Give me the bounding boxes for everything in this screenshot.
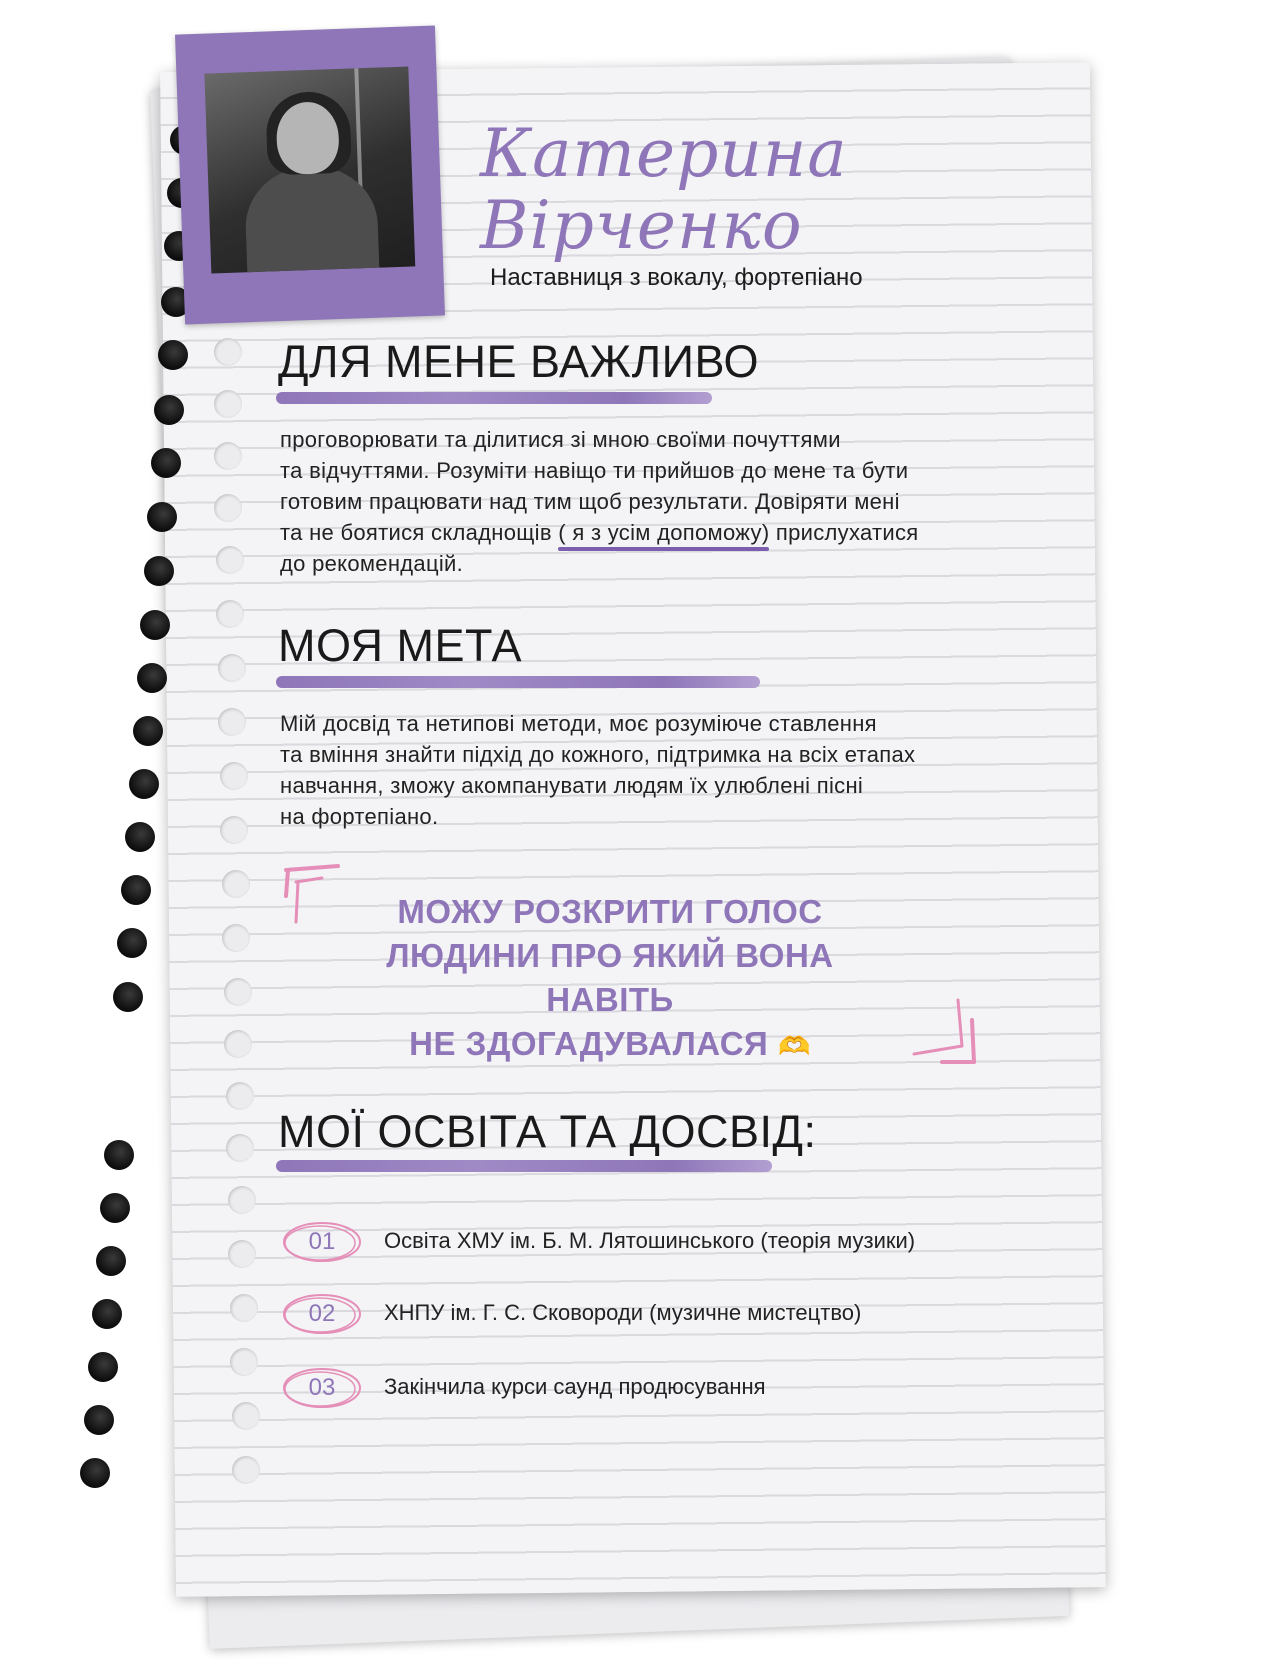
margin-ring (220, 816, 248, 844)
margin-ring (214, 494, 242, 522)
margin-ring (228, 1240, 256, 1268)
hole (129, 769, 159, 799)
margin-ring (214, 390, 242, 418)
quote-line: ЛЮДИНИ ПРО ЯКИЙ ВОНА НАВІТЬ (386, 937, 834, 1018)
text-line: готовим працювати над тим щоб результати. Довіряти мені (280, 489, 900, 514)
profile-role: Наставниця з вокалу, фортепіано (490, 264, 863, 291)
text-line: та відчуттями. Розуміти навіщо ти прийшов до мене та бути (280, 458, 909, 483)
hole (147, 502, 177, 532)
hole (96, 1246, 126, 1276)
margin-ring (220, 762, 248, 790)
hole (133, 716, 163, 746)
hole (100, 1193, 130, 1223)
heading-education: МОЇ ОСВІТА ТА ДОСВІД: (278, 1106, 817, 1157)
text-line: та вміння знайти підхід до кожного, підтримка на всіх етапах (280, 742, 916, 767)
margin-ring (224, 978, 252, 1006)
margin-ring (216, 600, 244, 628)
list-item-text: Освіта ХМУ ім. Б. М. Лятошинського (теорія музики) (384, 1228, 916, 1253)
hole (158, 340, 188, 370)
number-badge: 01 (280, 1218, 364, 1266)
hole (92, 1299, 122, 1329)
heading-underline-stroke (276, 676, 760, 688)
hole (140, 610, 170, 640)
first-name: Катерина (480, 115, 848, 192)
highlight-quote (330, 890, 890, 1068)
hole (151, 448, 181, 478)
number-badge: 02 (280, 1290, 364, 1338)
quote-line: МОЖУ РОЗКРИТИ ГОЛОС (397, 893, 823, 930)
margin-ring (214, 338, 242, 366)
heart-hands-icon: 🫶 (777, 1031, 811, 1061)
margin-ring (226, 1082, 254, 1110)
hole (154, 395, 184, 425)
heading-underline-stroke (276, 1160, 772, 1172)
text-line: Мій досвід та нетипові методи, моє розуміюче ставлення (280, 711, 877, 736)
hole (84, 1405, 114, 1435)
heading-important: ДЛЯ МЕНЕ ВАЖЛИВО (278, 336, 760, 387)
margin-ring (222, 924, 250, 952)
margin-ring (222, 870, 250, 898)
text-line: до рекомендацій. (280, 551, 464, 576)
heading-goal: МОЯ МЕТА (278, 620, 523, 671)
quote-line: НЕ ЗДОГАДУВАЛАСЯ 🫶 (409, 1025, 811, 1062)
hole (80, 1458, 110, 1488)
hole (117, 928, 147, 958)
margin-ring (216, 546, 244, 574)
margin-ring (230, 1348, 258, 1376)
margin-ring (226, 1134, 254, 1162)
margin-ring (228, 1186, 256, 1214)
paragraph-goal (280, 708, 915, 832)
hole (104, 1140, 134, 1170)
text-line: проговорювати та ділитися зі мною своїми почуттями (280, 427, 841, 452)
margin-ring (232, 1402, 260, 1430)
profile-name (480, 115, 848, 264)
hole (137, 663, 167, 693)
paragraph-important (280, 424, 919, 579)
profile-photo (204, 67, 415, 274)
margin-ring (232, 1456, 260, 1484)
list-item-text: Закінчила курси саунд продюсування (384, 1374, 766, 1399)
margin-ring (218, 708, 246, 736)
quote-corner-bottom-right-icon (910, 996, 980, 1066)
margin-ring (218, 654, 246, 682)
highlighted-phrase: ( я з усім допоможу) (558, 520, 770, 545)
text-line: на фортепіано. (280, 804, 439, 829)
heading-underline-stroke (276, 392, 712, 404)
last-name: Вірченко (480, 187, 803, 264)
text-line: та не боятися складнощів ( я з усім допоможу) прислухатися (280, 520, 919, 545)
margin-ring (214, 442, 242, 470)
hole (125, 822, 155, 852)
list-item-text: ХНПУ ім. Г. С. Сковороди (музичне мистецтво) (384, 1300, 862, 1325)
text-line: навчання, зможу акомпанувати людям їх улюблені пісні (280, 773, 864, 798)
number-badge: 03 (280, 1364, 364, 1412)
photo-frame (175, 26, 445, 325)
margin-ring (230, 1294, 258, 1322)
margin-ring (224, 1030, 252, 1058)
hole (113, 982, 143, 1012)
hole (121, 875, 151, 905)
hole (144, 556, 174, 586)
hole (88, 1352, 118, 1382)
